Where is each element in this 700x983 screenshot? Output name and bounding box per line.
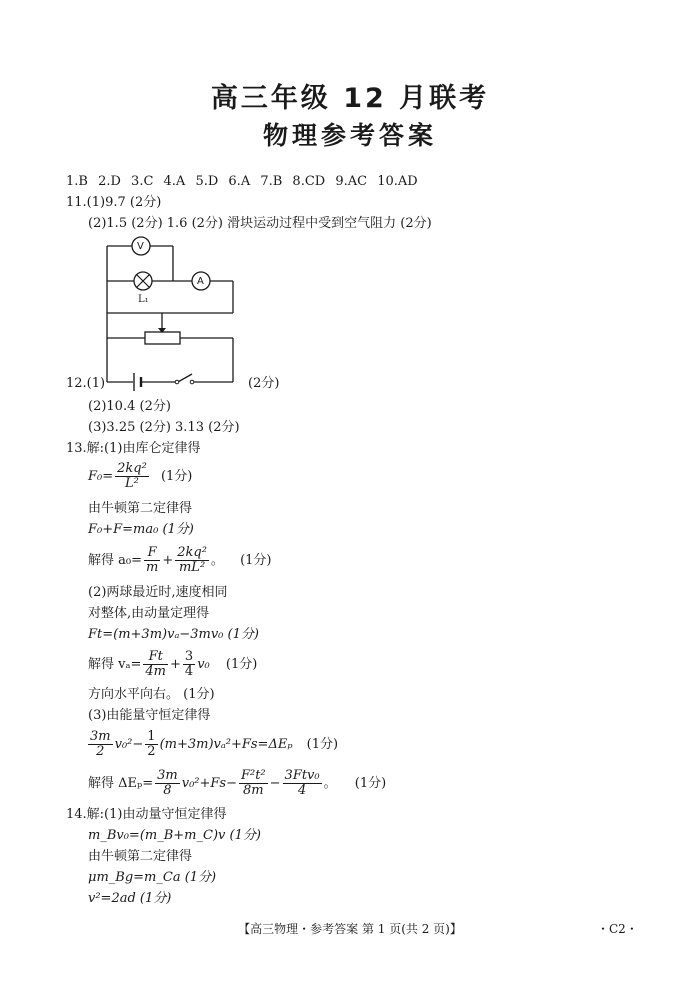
q14-eq3: v²=2ad (1分) — [88, 891, 172, 906]
q14-text2: 由牛顿第二定律得 — [88, 849, 193, 864]
q14-eq1: m_Bv₀=(m_B+m_C)v (1分) — [88, 828, 261, 843]
rheostat-icon — [145, 332, 180, 344]
q12-line1: 12.(1) — [66, 376, 106, 391]
q12-line2: (2)10.4 (2分) — [88, 399, 171, 414]
q14-head: 14.解:(1)由动量守恒定律得 — [66, 807, 227, 822]
q13-eq2: F₀+F=ma₀ (1分) — [88, 522, 194, 537]
mcq-answers: 1.B 2.D 3.C 4.A 5.D 6.A 7.B 8.CD 9.AC 10.AD — [66, 174, 418, 189]
q13-text4: 方向水平向右。 (1分) — [88, 687, 215, 702]
q13-eq5: 解得 vₐ= $\frac{Ft}{4m}$ + $\frac{3}{4}$ v₀ (1分) — [88, 649, 258, 679]
switch-icon — [175, 380, 179, 384]
battery-icon — [134, 373, 141, 391]
q13-eq6: $\frac{3m}{2}$ v₀²− $\frac{1}{2}$ (m+3m)vₐ²+Fs=ΔEₚ (1分) — [90, 729, 339, 759]
lamp-label: L₁ — [138, 294, 149, 305]
q13-eq3: 解得 a₀= $\frac{F}{m}$ + $\frac{\text{2kq²}}{\text{mL²}}$ 。 (1分) — [88, 545, 272, 575]
page-footer: 【高三物理・参考答案 第 1 页(共 2 页)】 — [238, 922, 462, 936]
q12-line3: (3)3.25 (2分) 3.13 (2分) — [88, 420, 240, 435]
q13-eq1: F₀= $\frac{\text{2kq²}}{\text{L²}}$ (1分) — [88, 461, 193, 491]
q11-line1: 11.(1)9.7 (2分) — [66, 195, 162, 210]
q13-eq7: 解得 ΔEₚ= $\frac{3m}{8}$ v₀²+Fs− $\frac{\text{F²t²}}{8m}$ − $\frac{\text{3Ftv₀}}{4}$ 。 (1分) — [88, 768, 387, 798]
q13-text2: 由牛顿第二定律得 — [88, 501, 193, 516]
q11-line2: (2)1.5 (2分) 1.6 (2分) 滑块运动过程中受到空气阻力 (2分) — [88, 216, 432, 231]
q14-eq2: μm_Bg=m_Ca (1分) — [88, 870, 217, 885]
page-code: ・C2・ — [597, 922, 638, 936]
lamp-icon — [134, 272, 152, 290]
voltmeter-label: V — [137, 241, 144, 252]
page-title: 高三年级 12 月联考 — [210, 83, 490, 114]
q13-part3: (3)由能量守恒定律得 — [88, 708, 211, 723]
page-subtitle: 物理参考答案 — [262, 121, 437, 150]
q13-text3: 对整体,由动量定理得 — [88, 606, 210, 621]
q13-head: 13.解:(1)由库仑定律得 — [66, 441, 201, 456]
q12-line1-score: (2分) — [248, 376, 280, 391]
q13-part2: (2)两球最近时,速度相同 — [88, 585, 228, 600]
q13-eq4: Ft=(m+3m)vₐ−3mv₀ (1分) — [88, 627, 259, 642]
ammeter-label: A — [197, 276, 204, 287]
